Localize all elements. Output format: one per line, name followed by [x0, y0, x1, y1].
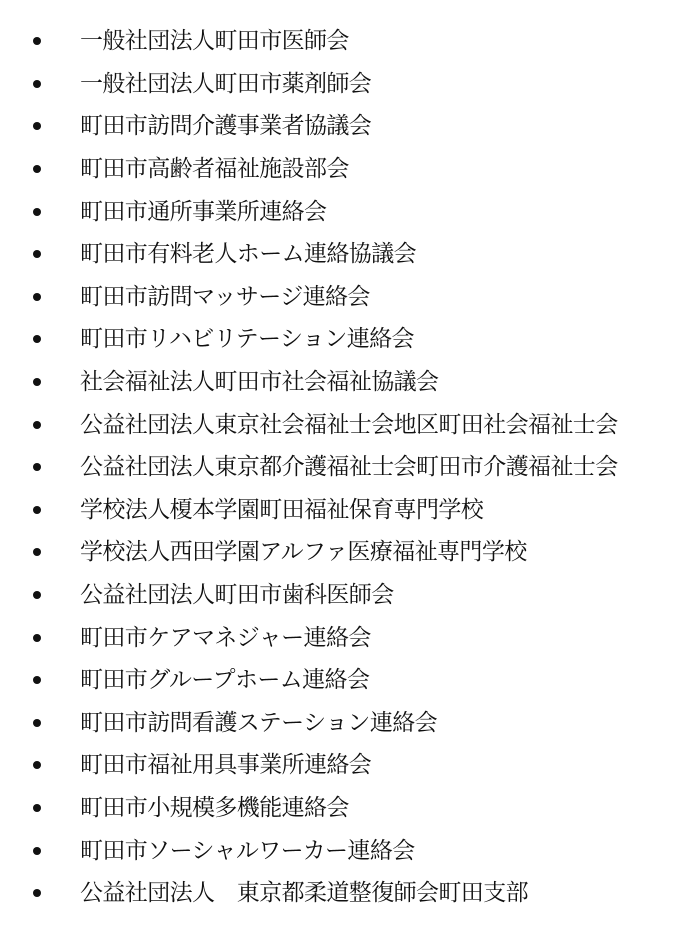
organization-name: 町田市訪問マッサージ連絡会: [80, 283, 370, 310]
organization-name: 学校法人西田学園アルファ医療福祉専門学校: [80, 539, 527, 566]
bullet-icon: [33, 463, 41, 471]
list-item: [0, 233, 700, 276]
list-item: [0, 616, 700, 659]
organization-name: 町田市訪問看護ステーション連絡会: [80, 709, 438, 736]
organization-name: 町田市有料老人ホーム連絡協議会: [80, 241, 417, 268]
bullet-icon: [33, 719, 41, 727]
list-item: [0, 190, 700, 233]
list-item: [0, 829, 700, 872]
list-item: [0, 489, 700, 532]
list-item: [0, 659, 700, 702]
organization-name: 町田市小規模多機能連絡会: [80, 794, 349, 821]
organization-name: 一般社団法人町田市薬剤師会: [80, 70, 372, 97]
organization-name: 公益社団法人町田市歯科医師会: [80, 582, 394, 609]
organization-name: 町田市高齢者福祉施設部会: [80, 156, 349, 183]
bullet-icon: [33, 804, 41, 812]
bullet-icon: [33, 208, 41, 216]
bullet-icon: [33, 80, 41, 88]
list-item: [0, 574, 700, 617]
organization-name: 町田市ケアマネジャー連絡会: [80, 624, 371, 651]
list-item: [0, 702, 700, 745]
bullet-icon: [33, 37, 41, 45]
organization-name: 町田市福祉用具事業所連絡会: [80, 752, 372, 779]
organization-name: 町田市ソーシャルワーカー連絡会: [80, 837, 415, 864]
bullet-icon: [33, 506, 41, 514]
bullet-icon: [33, 676, 41, 684]
list-item: [0, 744, 700, 787]
organization-name: 町田市通所事業所連絡会: [80, 198, 327, 225]
organization-name: 公益社団法人 東京都柔道整復師会町田支部: [80, 880, 529, 907]
list-item: [0, 148, 700, 191]
list-item: [0, 787, 700, 830]
list-item: [0, 531, 700, 574]
bullet-icon: [33, 122, 41, 130]
organization-name: 公益社団法人東京都介護福祉士会町田市介護福祉士会: [80, 454, 618, 481]
list-item: [0, 872, 700, 915]
organization-name: 町田市リハビリテーション連絡会: [80, 326, 414, 353]
bullet-icon: [33, 548, 41, 556]
bullet-icon: [33, 634, 41, 642]
bullet-icon: [33, 293, 41, 301]
list-item: [0, 403, 700, 446]
bullet-icon: [33, 421, 41, 429]
list-item: [0, 361, 700, 404]
list-item: [0, 63, 700, 106]
organization-name: 町田市訪問介護事業者協議会: [80, 113, 372, 140]
organization-name: 一般社団法人町田市医師会: [80, 28, 349, 55]
list-item: [0, 276, 700, 319]
bullet-icon: [33, 378, 41, 386]
list-item: [0, 105, 700, 148]
list-item: [0, 446, 700, 489]
organization-name: 公益社団法人東京社会福祉士会地区町田社会福祉士会: [80, 411, 618, 438]
list-item: [0, 20, 700, 63]
list-item: [0, 318, 700, 361]
organization-list: [0, 20, 700, 914]
organization-name: 学校法人榎本学園町田福祉保育専門学校: [80, 496, 484, 523]
organization-name: 町田市グループホーム連絡会: [80, 667, 370, 694]
bullet-icon: [33, 591, 41, 599]
organization-name: 社会福祉法人町田市社会福祉協議会: [80, 369, 439, 396]
bullet-icon: [33, 335, 41, 343]
bullet-icon: [33, 761, 41, 769]
bullet-icon: [33, 847, 41, 855]
bullet-icon: [33, 889, 41, 897]
bullet-icon: [33, 165, 41, 173]
bullet-icon: [33, 250, 41, 258]
